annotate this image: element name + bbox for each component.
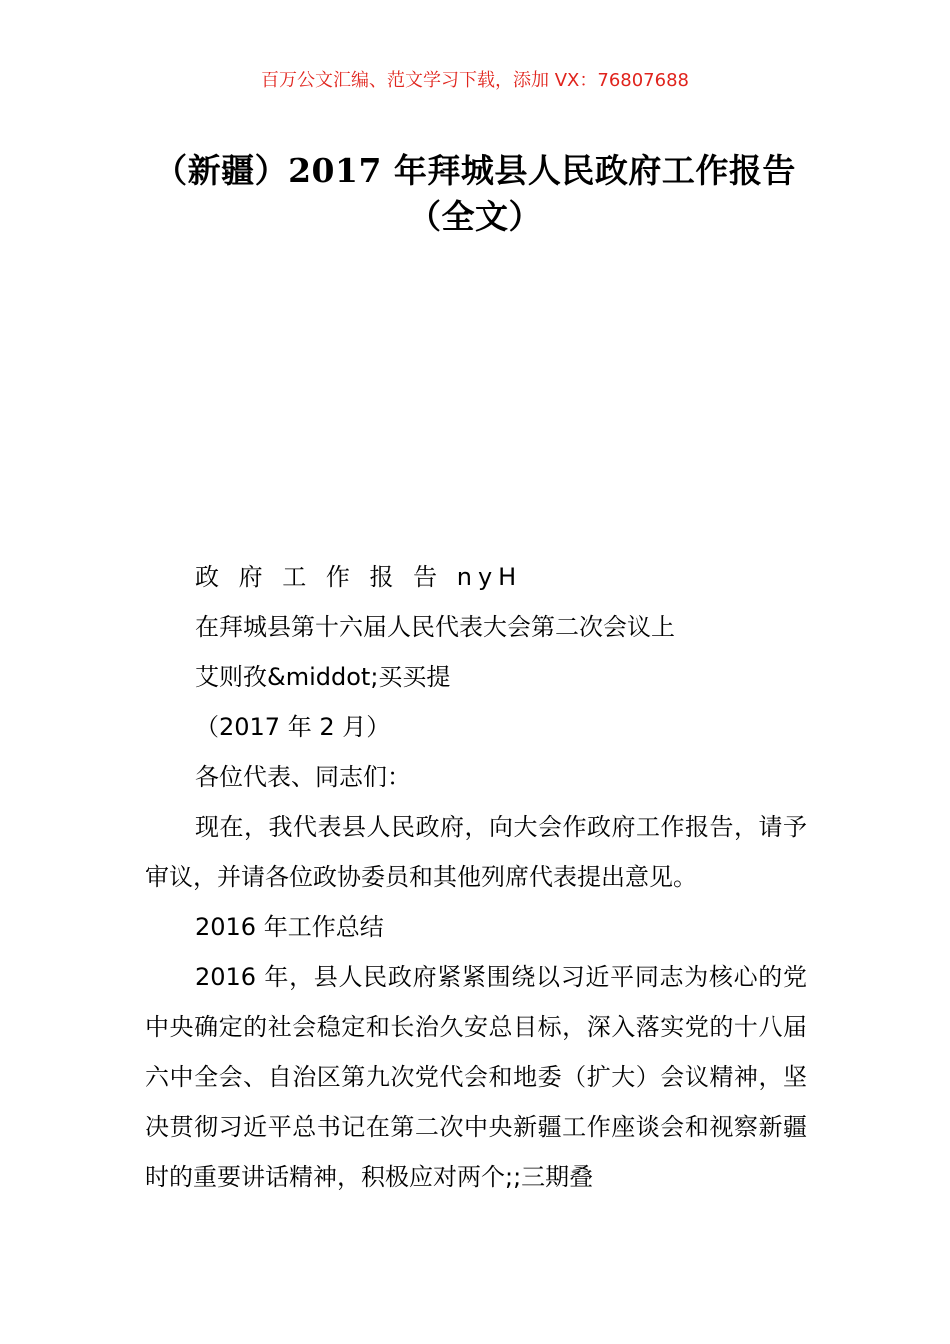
report-heading: 政 府 工 作 报 告 nyH — [195, 563, 523, 591]
date-line: （2017 年 2 月） — [195, 713, 391, 741]
meeting-line: 在拜城县第十六届人民代表大会第二次会议上 — [195, 613, 675, 641]
document-body — [145, 552, 807, 1202]
speaker-line: 艾则孜&middot;买买提 — [195, 663, 451, 691]
salutation: 各位代表、同志们： — [195, 763, 411, 791]
body-paragraph: 2016 年，县人民政府紧紧围绕以习近平同志为核心的党中央确定的社会稳定和长治久安总目标，深入落实党的十八届六中全会、自治区第九次党代会和地委（扩大）会议精神，坚决贯彻习近平总书记在第二次中央新疆工作座谈会和视察新疆时的重要讲话精神，积极应对两个;;三期叠 — [145, 963, 807, 1191]
document-title — [110, 148, 840, 240]
section-heading: 2016 年工作总结 — [195, 913, 384, 941]
document-title-line-2: （全文） — [408, 197, 542, 236]
intro-paragraph: 现在，我代表县人民政府，向大会作政府工作报告，请予审议，并请各位政协委员和其他列席代表提出意见。 — [145, 813, 807, 891]
document-title-line-1: （新疆）2017 年拜城县人民政府工作报告 — [154, 151, 796, 190]
promo-banner: 百万公文汇编、范文学习下载，添加 VX：76807688 — [261, 70, 689, 91]
